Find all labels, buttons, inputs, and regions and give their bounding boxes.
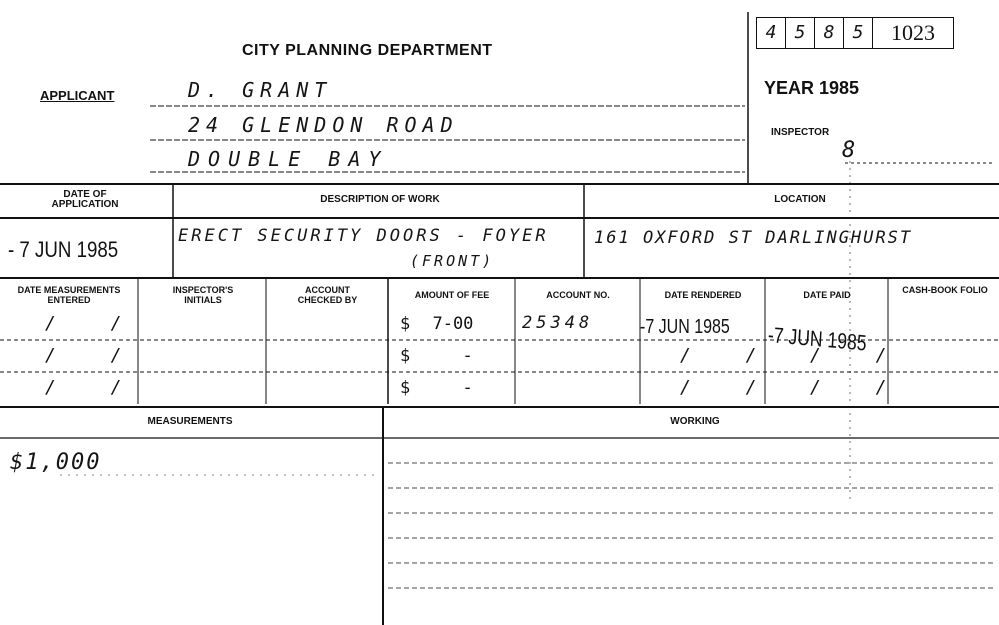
table-row-1-amount: $ 7-00	[400, 314, 474, 334]
table-row-3-date-paid: / /	[810, 377, 909, 398]
location-header: LOCATION	[774, 194, 826, 205]
table-row-3-amount: $ -	[400, 378, 473, 398]
file-number: 1023	[873, 17, 954, 49]
applicant-address-line1: 24 GLENDON ROAD	[188, 113, 459, 137]
table-row-3-date-rendered: / /	[680, 377, 779, 398]
table-row-3-date-entered: / /	[45, 377, 144, 398]
inspector-label: INSPECTOR	[771, 127, 830, 138]
col-date-rendered: DATE RENDERED	[664, 290, 742, 300]
col-amount-of-fee: AMOUNT OF FEE	[414, 290, 490, 300]
description-header: DESCRIPTION OF WORK	[320, 194, 440, 205]
table-row-1-date-paid: -7 JUN 1985	[767, 322, 868, 356]
working-header: WORKING	[670, 416, 720, 427]
table-row-2-date-paid: / /	[810, 345, 909, 366]
col-date-measurements-entered: DATE MEASUREMENTS ENTERED	[17, 285, 121, 305]
table-row-2-amount: $ -	[400, 346, 473, 366]
page-title: CITY PLANNING DEPARTMENT	[242, 42, 493, 59]
table-row-2-date-rendered: / /	[680, 345, 779, 366]
col-inspectors-initials: INSPECTOR'S INITIALS	[172, 285, 234, 305]
work-location: 161 OXFORD ST DARLINGHURST	[594, 228, 913, 248]
file-digit-4: 5	[844, 17, 873, 49]
measurements-header: MEASUREMENTS	[147, 416, 233, 427]
table-row-2-date-entered: / /	[45, 345, 144, 366]
applicant-address-line2: DOUBLE BAY	[188, 147, 389, 171]
work-description: ERECT SECURITY DOORS - FOYER	[178, 226, 549, 246]
col-date-paid: DATE PAID	[803, 290, 851, 300]
col-cash-book-folio: CASH-BOOK FOLIO	[902, 285, 988, 295]
col-account-checked-by: ACCOUNT CHECKED BY	[297, 285, 358, 305]
inspector-value: 8	[842, 138, 859, 163]
year-label: YEAR 1985	[764, 78, 860, 98]
applicant-label: APPLICANT	[40, 88, 115, 103]
date-of-application-header: DATE OF APPLICATION	[51, 189, 119, 210]
file-digit-2: 5	[786, 17, 815, 49]
application-date: - 7 JUN 1985	[8, 237, 119, 262]
file-digit-1: 4	[756, 17, 786, 49]
table-row-1-account-no: 25348	[522, 313, 594, 333]
applicant-name: D. GRANT	[188, 78, 333, 102]
file-number-box	[756, 17, 966, 50]
col-account-no: ACCOUNT NO.	[546, 290, 610, 300]
file-digit-3: 8	[815, 17, 844, 49]
table-row-1-date-entered: / /	[45, 313, 144, 334]
table-row-1-date-rendered: -7 JUN 1985	[640, 316, 730, 338]
measurement-value: $1,000	[10, 450, 102, 475]
work-description-line2: (FRONT)	[410, 252, 495, 270]
